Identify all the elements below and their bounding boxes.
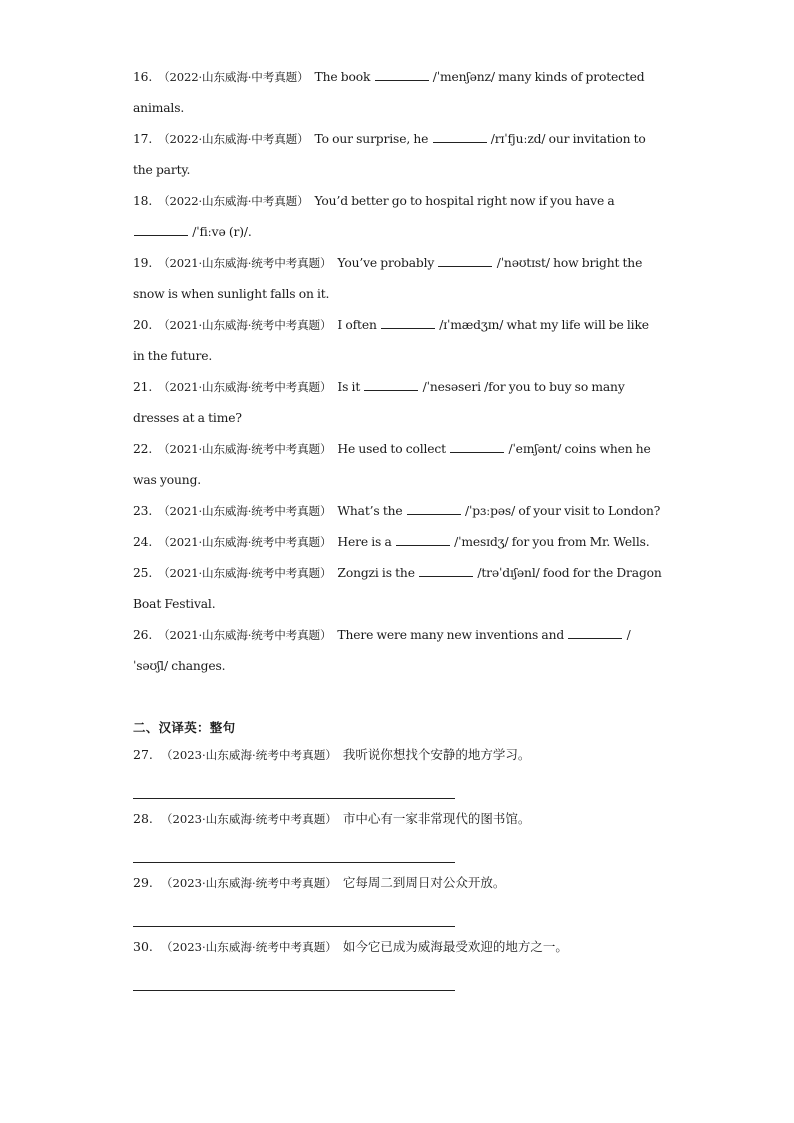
question-text-before: What’s the bbox=[337, 504, 406, 518]
question-source: （2021·山东威海·统考中考真题） bbox=[158, 256, 332, 270]
question-29 bbox=[133, 872, 663, 894]
question-text: 如今它已成为威海最受欢迎的地方之一。 bbox=[342, 939, 568, 954]
question-text-after: /ˈmenʃənz/ many kinds of protected animals. bbox=[133, 70, 648, 115]
question-number: 16. bbox=[133, 70, 153, 84]
answer-line[interactable] bbox=[133, 797, 455, 799]
answer-line[interactable] bbox=[133, 989, 455, 991]
question-18 bbox=[133, 186, 663, 248]
question-text-before: There were many new inventions and bbox=[337, 628, 568, 642]
question-text-after: /ˈeɪnʃənt/ coins when he was young. bbox=[133, 442, 654, 487]
question-source: （2023·山东威海·统考中考真题） bbox=[160, 876, 337, 890]
question-30 bbox=[133, 936, 663, 958]
question-number: 29. bbox=[133, 875, 153, 890]
question-source: （2021·山东威海·统考中考真题） bbox=[158, 380, 332, 394]
worksheet-page bbox=[133, 62, 663, 1000]
question-number: 28. bbox=[133, 811, 153, 826]
question-source: （2021·山东威海·统考中考真题） bbox=[158, 628, 332, 642]
question-number: 24. bbox=[133, 535, 153, 549]
question-source: （2022·山东威海·中考真题） bbox=[158, 70, 309, 84]
question-text-before: You’ve probably bbox=[337, 256, 438, 270]
question-22 bbox=[133, 434, 663, 496]
question-19 bbox=[133, 248, 663, 310]
question-source: （2021·山东威海·统考中考真题） bbox=[158, 442, 332, 456]
question-text-after: /ˈnesəseri /for you to buy so many dresses at a time? bbox=[133, 380, 628, 425]
question-text-after: /ˈsəʊʃl/ changes. bbox=[133, 628, 631, 673]
answer-blank[interactable] bbox=[433, 132, 487, 143]
question-text: 市中心有一家非常现代的图书馆。 bbox=[342, 811, 531, 826]
question-20 bbox=[133, 310, 663, 372]
question-text-after: /ˈpɜːpəs/ of your visit to London? bbox=[461, 504, 661, 518]
question-source: （2021·山东威海·统考中考真题） bbox=[158, 535, 332, 549]
question-number: 18. bbox=[133, 194, 153, 208]
question-number: 25. bbox=[133, 566, 153, 580]
question-16 bbox=[133, 62, 663, 124]
question-text-after: /ɪˈmædʒɪn/ what my life will be like in the future. bbox=[133, 318, 653, 363]
question-text-before: The book bbox=[314, 70, 374, 84]
question-text-before: Here is a bbox=[337, 535, 395, 549]
question-text-after: /trəˈdɪʃənl/ food for the Dragon Boat Festival. bbox=[133, 566, 665, 611]
answer-blank[interactable] bbox=[438, 256, 492, 267]
question-number: 23. bbox=[133, 504, 153, 518]
answer-blank[interactable] bbox=[396, 535, 450, 546]
question-text-before: You’d better go to hospital right now if you have a bbox=[314, 194, 618, 208]
answer-blank[interactable] bbox=[375, 70, 429, 81]
answer-line[interactable] bbox=[133, 861, 455, 863]
question-24 bbox=[133, 527, 663, 558]
question-text: 我听说你想找个安静的地方学习。 bbox=[342, 747, 531, 762]
question-text-before: Is it bbox=[337, 380, 364, 394]
question-26 bbox=[133, 620, 663, 682]
question-number: 26. bbox=[133, 628, 153, 642]
answer-blank[interactable] bbox=[419, 566, 473, 577]
question-23 bbox=[133, 496, 663, 527]
question-text-after: /ˈnəʊtɪst/ how bright the snow is when sunlight falls on it. bbox=[133, 256, 646, 301]
question-number: 30. bbox=[133, 939, 153, 954]
question-text-before: Zongzi is the bbox=[337, 566, 419, 580]
answer-blank[interactable] bbox=[381, 318, 435, 329]
answer-blank[interactable] bbox=[450, 442, 504, 453]
question-text-before: He used to collect bbox=[337, 442, 450, 456]
answer-blank[interactable] bbox=[134, 225, 188, 236]
question-source: （2023·山东威海·统考中考真题） bbox=[160, 940, 337, 954]
question-number: 22. bbox=[133, 442, 153, 456]
question-number: 17. bbox=[133, 132, 153, 146]
question-28 bbox=[133, 808, 663, 830]
question-number: 19. bbox=[133, 256, 153, 270]
question-text-before: I often bbox=[337, 318, 380, 332]
question-number: 27. bbox=[133, 747, 153, 762]
question-text-before: To our surprise, he bbox=[314, 132, 432, 146]
question-text-after: /rɪˈfjuːzd/ our invitation to the party. bbox=[133, 132, 649, 177]
question-text: 它每周二到周日对公众开放。 bbox=[342, 875, 506, 890]
question-number: 20. bbox=[133, 318, 153, 332]
question-source: （2021·山东威海·统考中考真题） bbox=[158, 566, 332, 580]
question-source: （2021·山东威海·统考中考真题） bbox=[158, 318, 332, 332]
question-17 bbox=[133, 124, 663, 186]
question-source: （2023·山东威海·统考中考真题） bbox=[160, 812, 337, 826]
question-source: （2022·山东威海·中考真题） bbox=[158, 194, 309, 208]
answer-blank[interactable] bbox=[407, 504, 461, 515]
question-21 bbox=[133, 372, 663, 434]
question-text-after: /ˈmesɪdʒ/ for you from Mr. Wells. bbox=[450, 535, 650, 549]
answer-line[interactable] bbox=[133, 925, 455, 927]
answer-blank[interactable] bbox=[568, 628, 622, 639]
question-27 bbox=[133, 744, 663, 766]
question-source: （2021·山东威海·统考中考真题） bbox=[158, 504, 332, 518]
question-number: 21. bbox=[133, 380, 153, 394]
section-title: 二、汉译英：整句 bbox=[133, 720, 236, 735]
answer-blank[interactable] bbox=[364, 380, 418, 391]
question-25 bbox=[133, 558, 663, 620]
question-source: （2022·山东威海·中考真题） bbox=[158, 132, 309, 146]
question-text-after: /ˈfiːvə (r)/. bbox=[189, 225, 252, 239]
question-source: （2023·山东威海·统考中考真题） bbox=[160, 748, 337, 762]
